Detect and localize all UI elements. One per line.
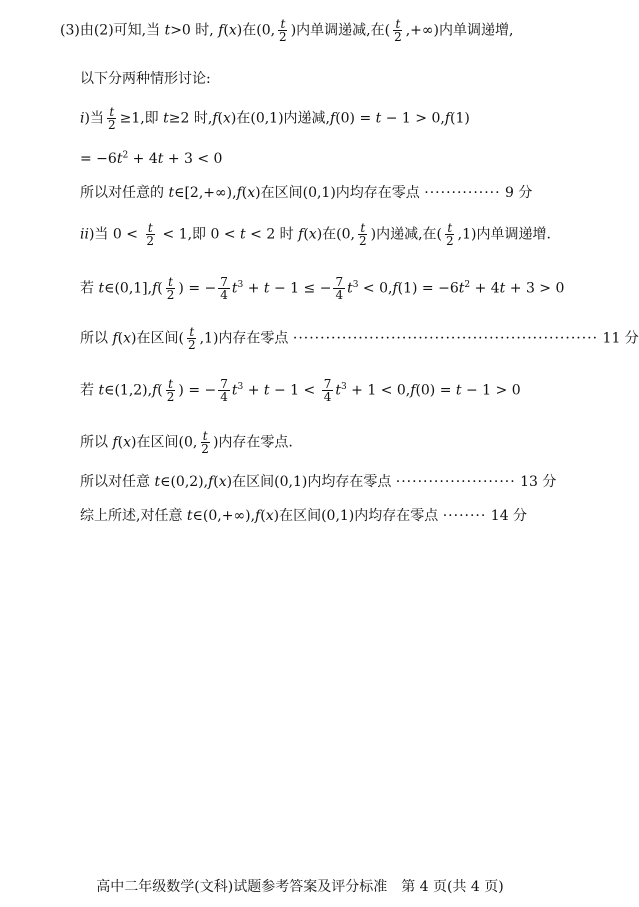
- case-i-line: i)当 $\frac{t}{2}$ ≥1,即 t≥2 时,f(x)在(0,1)内递减,f(0) = t − 1 > 0,f(1): [80, 105, 470, 132]
- subcase-2-conclusion: 所以 f(x)在区间(0, $\frac{t}{2}$ )内存在零点.: [80, 429, 293, 456]
- score-13: 13 分: [520, 474, 557, 490]
- score-11: 11 分: [602, 330, 639, 347]
- subcase-1-conclusion: 所以 f(x)在区间( $\frac{t}{2}$ ,1)内存在零点 ························································ 11 分: [80, 325, 639, 352]
- final-conclusion: 综上所述,对任意 t∈(0,+∞),f(x)在区间(0,1)内均存在零点 ········ 14 分: [80, 508, 528, 524]
- subcase-2-line: 若 t∈(1,2),f( $\frac{t}{2}$ ) = − $\frac{7}{4}$ $t^3 + t - 1$ < $\frac{7}{4}$ $t^3 + 1 < 0,f(0) = t - 1 > 0$: [80, 377, 521, 404]
- subcase-1-line: 若 t∈(0,1],f( $\frac{t}{2}$ ) = − $\frac{7}{4}$ $t^3 + t - 1$ ≤ − $\frac{7}{4}$ $t^3 < 0,f(1) = -6t^2 + 4t + 3 > 0$: [80, 275, 565, 302]
- score-9: 9 分: [505, 185, 533, 201]
- case-i-conclusion: 所以对任意的 t∈[2,+∞),f(x)在区间(0,1)内均存在零点 ·············· 9 分: [80, 185, 533, 201]
- page-footer: 高中二年级数学(文科)试题参考答案及评分标准 第 4 页(共 4 页): [96, 879, 504, 895]
- case-ii-line: ii)当 0 < $\frac{t}{2}$ < 1,即 0 < t < 2 时 f(x)在(0, $\frac{t}{2}$ )内递减,在( $\frac{t}{2}$ ,1)内单调递增.: [80, 221, 551, 248]
- solution-line-2: 以下分两种情形讨论:: [80, 71, 211, 87]
- case-i-continuation: = $-6t^2 + 4t + 3 < 0$: [80, 150, 223, 167]
- case-ii-conclusion: 所以对任意 t∈(0,2),f(x)在区间(0,1)内均存在零点 ······················ 13 分: [80, 474, 557, 490]
- solution-line-1: (3)由(2)可知,当 t>0 时, f(x)在(0, $\frac{t}{2}$ )内单调递减,在( $\frac{t}{2}$ ,+∞)内单调递增,: [60, 17, 514, 44]
- score-14: 14 分: [490, 508, 528, 524]
